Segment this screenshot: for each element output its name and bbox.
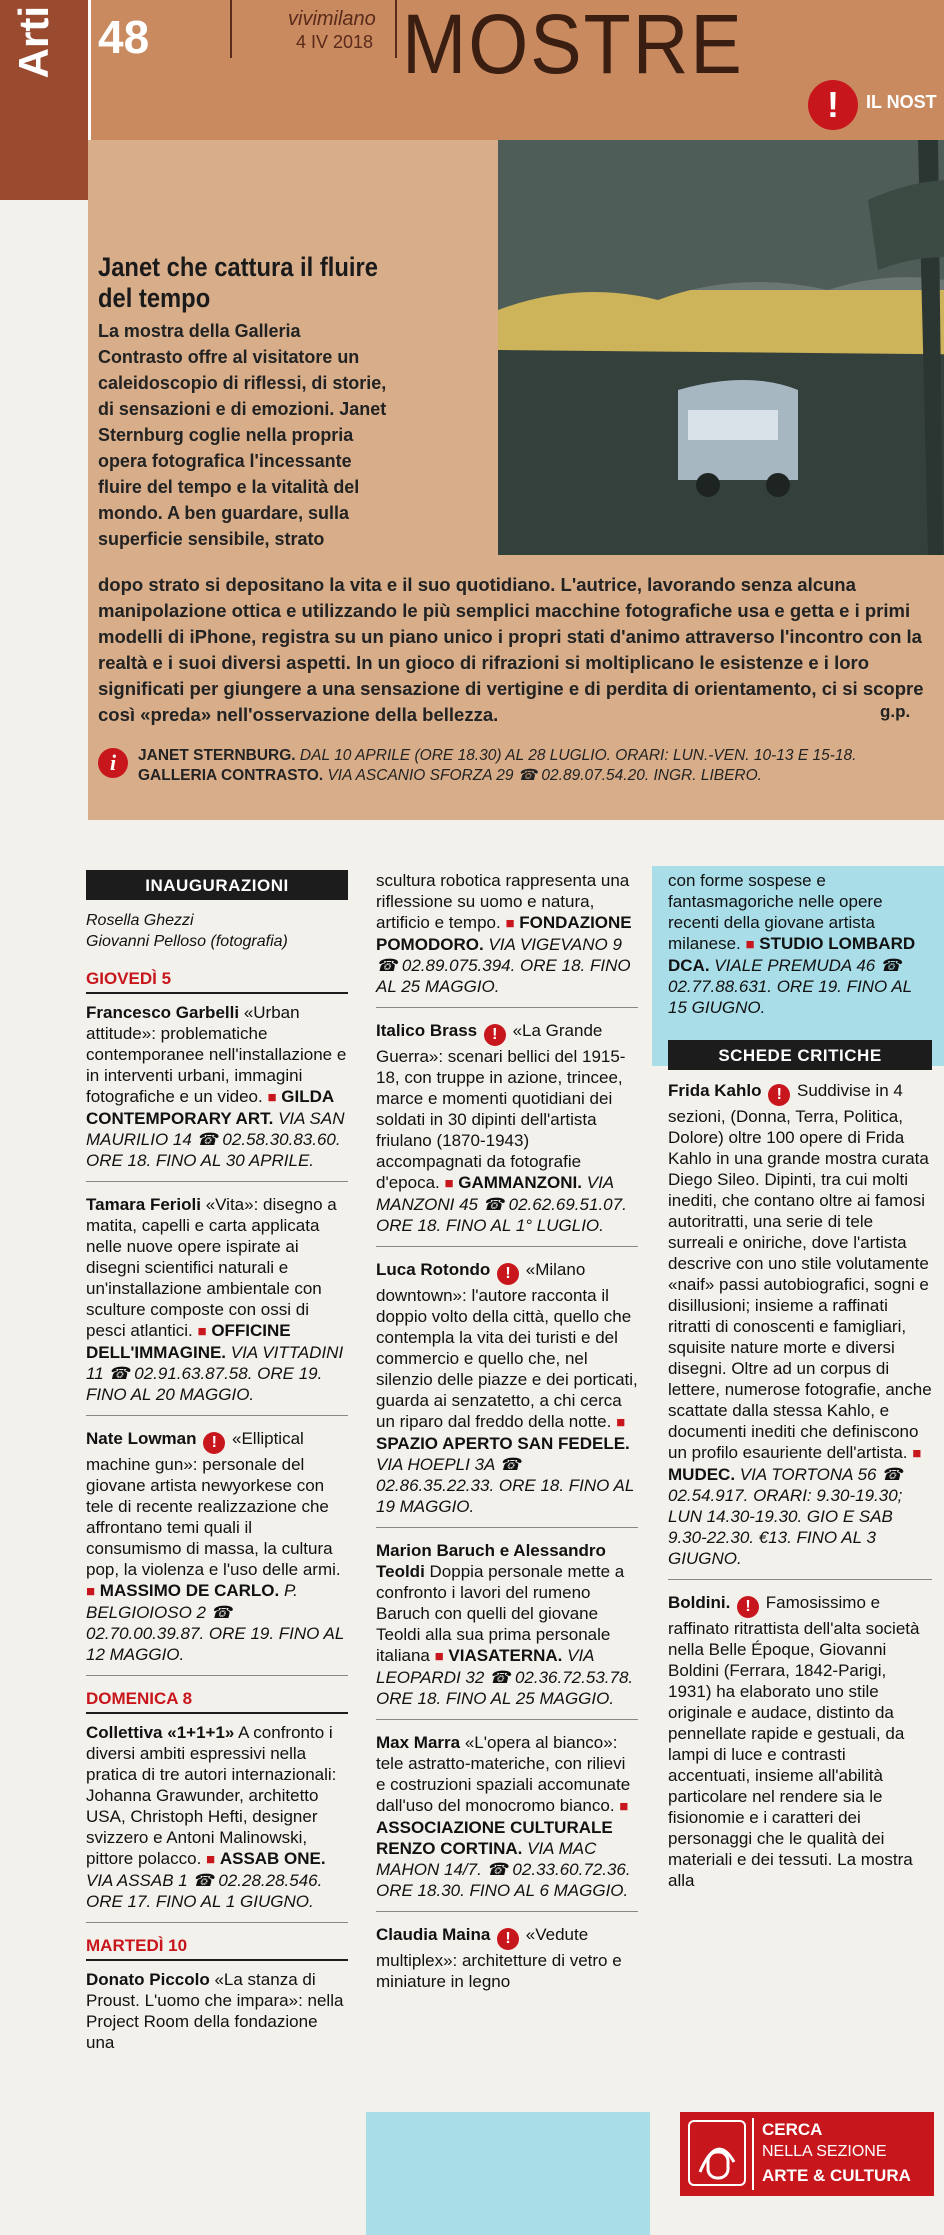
entry-text: Suddivise in 4 sezioni, (Donna, Terra, Politica, Dolore) oltre 100 opere di Frida Kahlo in una grande mostra curata Diego Sileo. Dipinti, tra cui molti inediti, che contano oltre ai famosi autoritratti, una serie di tele surreali e oniriche, dove l'artista descrive con uno stile volutamente «naif» passi autobiografici, sogni e disillusioni; insieme a raffinati ritratti di conoscenti e famigliari, squisite nature morte e diversi disegni. Oltre ad un corpus di lettere, numerose fotografie, anche scattate dalla stessa Kahlo, e documenti inediti che definiscono un profilo esauriente dell'artista. <box>668 1081 932 1462</box>
entry-text: «L'opera al bianco»: tele astratto-materiche, con rilievi e costruzioni spaziali accomunate dall'uso del monocromo bianco. <box>376 1733 631 1815</box>
info-venue: GALLERIA CONTRASTO. <box>138 767 324 784</box>
header-divider <box>88 0 91 140</box>
entry-name: Italico Brass <box>376 1021 478 1040</box>
alert-icon: ! <box>497 1263 519 1285</box>
page-title: MOSTRE <box>402 0 744 91</box>
entry-name: Marion Baruch e Alessandro Teoldi <box>376 1541 606 1581</box>
entry-details: VIA VITTADINI 11 ☎ 02.91.63.87.58. ORE 19. FINO AL 20 MAGGIO. <box>86 1343 344 1404</box>
square-bullet-icon: ■ <box>912 1445 922 1462</box>
entry-name: Collettiva «1+1+1» <box>86 1723 235 1742</box>
entry-name: Boldini. <box>668 1593 731 1612</box>
feature-signature: g.p. <box>880 702 911 721</box>
entry-text: A confronto i diversi ambiti espressivi nella pratica di tre autori internazionali: Johanna Grawunder, architetto USA, Christoph Hefti, designer svizzero e Antoni Malinowski, pittore polacco. <box>86 1723 337 1868</box>
section-heading: INAUGURAZIONI <box>86 870 348 900</box>
listing-entry <box>376 1259 638 1528</box>
alert-icon: ! <box>203 1432 225 1454</box>
entry-venue: OFFICINE DELL'IMMAGINE. <box>86 1321 291 1362</box>
entry-name: Luca Rotondo <box>376 1260 491 1279</box>
alert-icon: ! <box>497 1928 519 1950</box>
square-bullet-icon: ■ <box>86 1583 96 1600</box>
square-bullet-icon: ■ <box>206 1851 216 1868</box>
listing-entry <box>376 1540 638 1720</box>
promo-line-1: CERCA <box>762 2120 823 2139</box>
entry-text: «Urban attitude»: problematiche contemporanee nell'installazione e in interventi urbani, immagini fotografiche e un video. <box>86 1003 347 1106</box>
square-bullet-icon: ■ <box>505 915 515 932</box>
listing-entry <box>86 1722 348 1923</box>
entry-details: VIA SAN MAURILIO 14 ☎ 02.58.30.83.60. ORE 18. FINO AL 30 APRILE. <box>86 1109 345 1170</box>
entry-details: VIA MAC MAHON 14/7. ☎ 02.33.60.72.36. ORE 18.30. FINO AL 6 MAGGIO. <box>376 1839 631 1900</box>
entry-details: VIALE PREMUDA 46 ☎ 02.77.88.631. ORE 19. FINO AL 15 GIUGNO. <box>668 956 912 1017</box>
entry-text: «La stanza di Proust. L'uomo che impara»: nella Project Room della fondazione una <box>86 1970 344 2052</box>
entry-details: VIA LEOPARDI 32 ☎ 02.36.72.53.78. ORE 18. FINO AL 25 MAGGIO. <box>376 1646 634 1708</box>
header-divider <box>395 0 397 58</box>
mouse-logo-graphic <box>690 2122 744 2184</box>
info-dates: DAL 10 APRILE (ORE 18.30) AL 28 LUGLIO. ORARI: LUN.-VEN. 10-13 E 15-18. <box>299 747 857 764</box>
info-icon: i <box>98 748 128 778</box>
credits <box>86 910 348 952</box>
section-label: Arti <box>10 6 57 79</box>
entry-text: «Milano downtown»: l'autore racconta il doppio volto della città, quello che contempla la vita dei turisti e del commercio e quello che, nel silenzio delle piazze e dei porticati, guarda ai senzatetto, a chi cerca un riparo dal freddo della notte. <box>376 1260 638 1431</box>
square-bullet-icon: ■ <box>197 1323 207 1340</box>
day-heading: DOMENICA 8 <box>86 1688 348 1714</box>
square-bullet-icon: ■ <box>616 1414 626 1431</box>
alert-icon: ! <box>768 1084 790 1106</box>
feature-article <box>88 140 944 820</box>
header-tag: IL NOST <box>866 92 937 112</box>
section-heading: SCHEDE CRITICHE <box>668 1040 932 1070</box>
entry-details: VIA MANZONI 45 ☎ 02.62.69.51.07. ORE 18. FINO AL 1° LUGLIO. <box>376 1173 627 1235</box>
entry-venue: MASSIMO DE CARLO. <box>99 1581 280 1600</box>
column-schede <box>668 870 932 1913</box>
entry-text: «Vedute multiplex»: architetture di vetro e miniature in legno <box>376 1925 622 1991</box>
entry-text: «La Grande Guerra»: scenari bellici del 1915-18, con truppe in azione, trincee, marce e momenti quotidiani dei soldati in 30 dipinti dell'artista friulano (1870-1943) accompagnati da fotografie d'epoca. <box>376 1021 626 1192</box>
info-artist: JANET STERNBURG. <box>138 747 296 764</box>
entry-name: Donato Piccolo <box>86 1970 210 1989</box>
issue-date: 4 IV 2018 <box>296 32 374 52</box>
feature-photo <box>498 140 944 555</box>
listing-entry <box>86 1428 348 1676</box>
listing-entry <box>668 870 932 1028</box>
listing-entry <box>86 1194 348 1416</box>
square-bullet-icon: ■ <box>444 1175 454 1192</box>
entry-details: VIA TORTONA 56 ☎ 02.54.917. ORARI: 9.30-19.30; LUN 14.30-19.30. GIO E SAB 9.30-22.30. €13. FINO AL 3 GIUGNO. <box>668 1465 903 1568</box>
listing-entry <box>376 870 638 1008</box>
feature-info-text <box>138 746 938 786</box>
entry-name: Francesco Garbelli <box>86 1003 240 1022</box>
entry-text: scultura robotica rappresenta una riflessione su uomo e natura, artificio e tempo. <box>376 871 630 932</box>
listing-entry <box>668 1592 932 1901</box>
photo-illustration <box>498 140 944 555</box>
entry-name: Frida Kahlo <box>668 1081 762 1100</box>
credit-author: Rosella Ghezzi <box>86 912 194 929</box>
entry-details: VIA VIGEVANO 9 ☎ 02.89.075.394. ORE 18. FINO AL 25 MAGGIO. <box>376 935 631 996</box>
entry-details: P. BELGIOIOSO 2 ☎ 02.70.00.39.87. ORE 19. FINO AL 12 MAGGIO. <box>86 1581 344 1664</box>
listing-entry <box>376 1732 638 1912</box>
entry-text: con forme sospese e fantasmagoriche nelle opere recenti della giovane artista milanese. <box>668 871 883 953</box>
entry-details: VIA ASSAB 1 ☎ 02.28.28.546. ORE 17. FINO AL 1 GIUGNO. <box>86 1871 323 1911</box>
entry-venue: GILDA CONTEMPORARY ART. <box>86 1087 334 1128</box>
square-bullet-icon: ■ <box>267 1089 277 1106</box>
highlight-box <box>366 2112 650 2235</box>
entry-text: Famosissimo e raffinato ritrattista dell'alta società nella Belle Époque, Giovanni Boldini (Ferrara, 1842-Parigi, 1931) ha elaborato uno stile originale e audace, distinto da pennellate rapide e gestuali, da lampi di luce e contrasti accentuati, insieme all'abilità particolare nel rendere sia le fisionomie e i caratteri dei personaggi che le qualità dei materiali e dei tessuti. La mostra alla <box>668 1593 920 1890</box>
listing-entry <box>668 1080 932 1580</box>
alert-icon: ! <box>737 1596 759 1618</box>
page-number: 48 <box>98 11 150 63</box>
credit-photo: Giovanni Pelloso (fotografia) <box>86 933 288 950</box>
entry-text: Doppia personale mette a confronto i lavori del rumeno Baruch con quelli del giovane Teoldi alla sua prima personale italiana <box>376 1562 625 1665</box>
day-heading: MARTEDÌ 10 <box>86 1935 348 1961</box>
column-inaugurazioni <box>86 870 348 2075</box>
entry-name: Claudia Maina <box>376 1925 491 1944</box>
entry-venue: SPAZIO APERTO SAN FEDELE. <box>376 1434 630 1453</box>
day-heading: GIOVEDÌ 5 <box>86 968 348 994</box>
listing-entry <box>86 1002 348 1182</box>
promo-line-3: ARTE & CULTURA <box>762 2166 911 2185</box>
entry-text: «Vita»: disegno a matita, capelli e carta applicata nelle nuove opere ispirate ai disegni scientifici naturali e un'installazione ambientale con sculture composte con ossi di pesci atlantici. <box>86 1195 337 1340</box>
info-address: VIA ASCANIO SFORZA 29 ☎ 02.89.07.54.20. INGR. LIBERO. <box>327 767 762 784</box>
entry-venue: STUDIO LOMBARD DCA. <box>668 934 916 975</box>
entry-venue: FONDAZIONE POMODORO. <box>376 913 632 954</box>
square-bullet-icon: ■ <box>434 1648 444 1665</box>
entry-venue: ASSAB ONE. <box>219 1849 326 1868</box>
header-divider <box>230 0 232 58</box>
feature-lead: La mostra della Galleria Contrasto offre al visitatore un caleidoscopio di riflessi, di storie, di sensazioni e di emozioni. Janet Sternburg coglie nella propria opera fotografica l'incessante fluire del tempo e la vitalità del mondo. A ben guardare, sulla superficie sensibile, strato <box>98 320 387 549</box>
feature-body: dopo strato si depositano la vita e il suo quotidiano. L'autrice, lavorando senza alcuna manipolazione ottica e utilizzando le più semplici macchine fotografiche usa e getta e i primi modelli di iPhone, registra su un piano unico i propri stati d'animo attraverso l'incontro con la realtà e i suoi diversi aspetti. In un gioco di rifrazioni si moltiplicano le esistenze e i loro significati per giungere a una sensazione di vertigine e di perdita di orientamento, ci si scopre così «preda» nell'osservazione della bellezza. <box>98 574 924 725</box>
promo-line-2: NELLA SEZIONE <box>762 2143 887 2160</box>
listing-entry <box>86 1969 348 2063</box>
entry-name: Nate Lowman <box>86 1429 197 1448</box>
arte-cultura-promo[interactable] <box>680 2112 934 2196</box>
listing-entry <box>376 1020 638 1247</box>
promo-divider <box>752 2118 754 2190</box>
column-listings <box>376 870 638 2014</box>
entry-details: VIA HOEPLI 3A ☎ 02.86.35.22.33. ORE 18. FINO AL 19 MAGGIO. <box>376 1455 634 1516</box>
entry-venue: MUDEC. <box>668 1465 736 1484</box>
entry-venue: VIASATERNA. <box>448 1646 563 1665</box>
alert-icon: ! <box>484 1024 506 1046</box>
entry-name: Tamara Ferioli <box>86 1195 201 1214</box>
alert-icon: ! <box>808 80 858 130</box>
listing-entry <box>376 1924 638 2002</box>
feature-title: Janet che cattura il fluire del tempo <box>98 252 378 313</box>
mouse-icon <box>688 2120 746 2186</box>
entry-venue: ASSOCIAZIONE CULTURALE RENZO CORTINA. <box>376 1818 613 1858</box>
square-bullet-icon: ■ <box>619 1798 629 1815</box>
entry-venue: GAMMANZONI. <box>458 1173 582 1192</box>
square-bullet-icon: ■ <box>745 936 755 953</box>
publication-brand: vivimilano <box>288 8 376 30</box>
entry-name: Max Marra <box>376 1733 461 1752</box>
entry-text: «Elliptical machine gun»: personale del giovane artista newyorkese con tele di recente realizzazione che affrontano temi quali il consumismo di massa, la cultura pop, la violenza e l'uso delle armi. <box>86 1429 341 1579</box>
